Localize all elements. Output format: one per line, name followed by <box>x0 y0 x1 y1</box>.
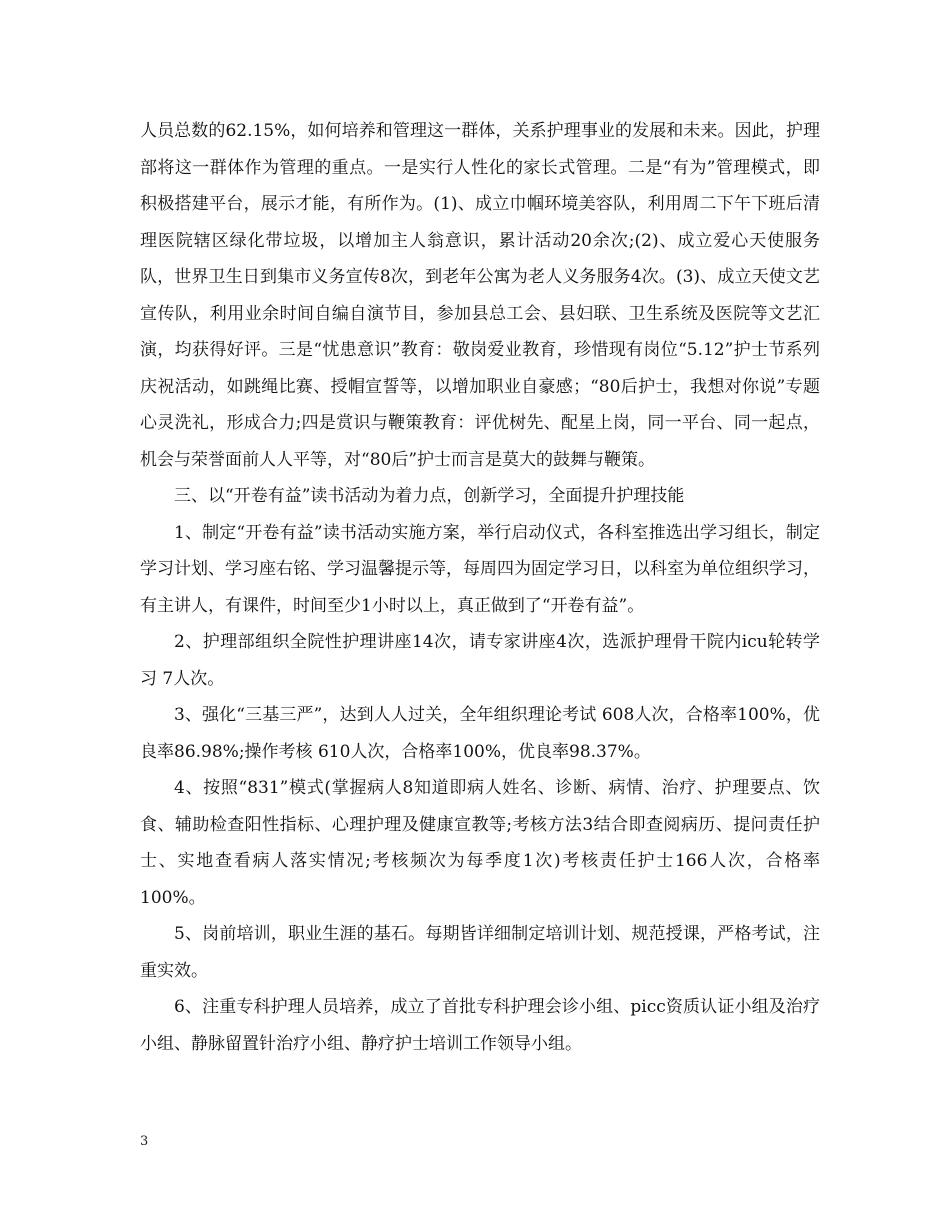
paragraph-item-1: 1、制定“开卷有益”读书活动实施方案，举行启动仪式，各科室推选出学习组长，制定学习计划、学习座右铭、学习温馨提示等，每周四为固定学习日，以科室为单位组织学习，有主讲人，有课件，时间至少1小时以上，真正做到了“开卷有益”。 <box>140 522 820 616</box>
paragraph-item-4: 4、按照“831”模式(掌握病人8知道即病人姓名、诊断、病情、治疗、护理要点、饮食、辅助检查阳性指标、心理护理及健康宣教等;考核方法3结合即查阅病历、提问责任护士、实地查看病人落实情况;考核频次为每季度1次)考核责任护士166人次，合格率100%。 <box>140 778 820 908</box>
page-number: 3 <box>140 1134 149 1149</box>
section-heading: 三、以“开卷有益”读书活动为着力点，创新学习，全面提升护理技能 <box>174 486 685 506</box>
document-body <box>140 113 820 1062</box>
paragraph-item-2: 2、护理部组织全院性护理讲座14次，请专家讲座4次，选派护理骨干院内icu轮转学习 7人次。 <box>140 632 820 689</box>
paragraph-continuation: 人员总数的62.15%，如何培养和管理这一群体，关系护理事业的发展和未来。因此，护理部将这一群体作为管理的重点。一是实行人性化的家长式管理。二是“有为”管理模式，即积极搭建平台，展示才能，有所作为。(1)、成立巾帼环境美容队，利用周二下午下班后清理医院辖区绿化带垃圾，以增加主人翁意识，累计活动20余次;(2)、成立爱心天使服务队，世界卫生日到集市义务宣传8次，到老年公寓为老人义务服务4次。(3)、成立天使文艺宣传队，利用业余时间自编自演节目，参加县总工会、县妇联、卫生系统及医院等文艺汇演，均获得好评。三是“忧患意识”教育：敬岗爱业教育，珍惜现有岗位“5.12”护士节系列庆祝活动，如跳绳比赛、授帽宣誓等，以增加职业自豪感；“80后护士，我想对你说”专题心灵洗礼，形成合力;四是赏识与鞭策教育：评优树先、配星上岗，同一平台、同一起点，机会与荣誉面前人人平等，对“80后”护士而言是莫大的鼓舞与鞭策。 <box>140 121 820 470</box>
paragraph-item-6: 6、注重专科护理人员培养，成立了首批专科护理会诊小组、picc资质认证小组及治疗小组、静脉留置针治疗小组、静疗护士培训工作领导小组。 <box>140 997 820 1054</box>
paragraph-item-3: 3、强化“三基三严”，达到人人过关，全年组织理论考试 608人次，合格率100%，优良率86.98%;操作考核 610人次，合格率100%，优良率98.37%。 <box>140 705 820 762</box>
paragraph-item-5: 5、岗前培训，职业生涯的基石。每期皆详细制定培训计划、规范授课，严格考试，注重实效。 <box>140 924 820 981</box>
